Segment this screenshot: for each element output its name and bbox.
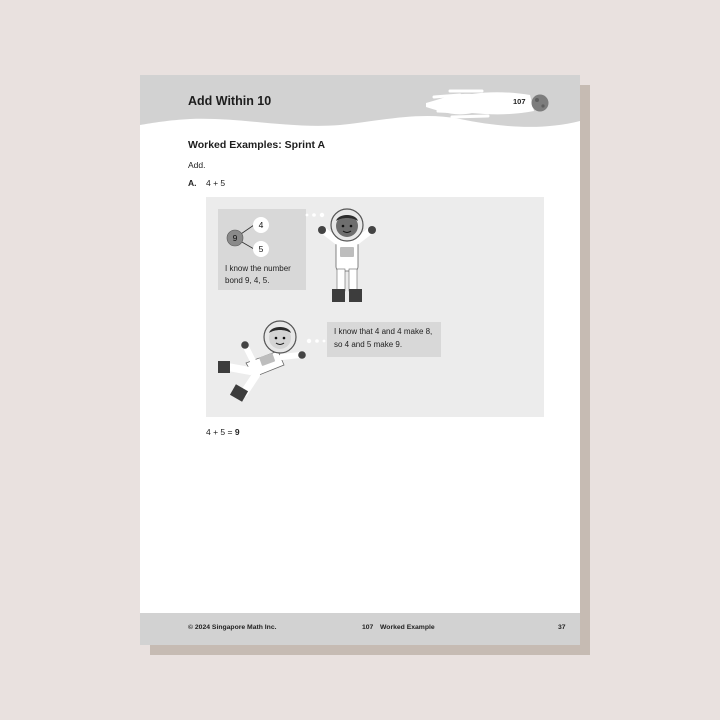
- bond-part-top: 4: [258, 220, 264, 230]
- number-bond-callout: [218, 209, 306, 290]
- page-footer: [140, 613, 580, 645]
- answer-prefix: 4 + 5 =: [206, 427, 233, 437]
- bond-part-bottom: 5: [258, 244, 264, 254]
- answer-line: [206, 427, 240, 437]
- bond-whole: 9: [232, 233, 238, 243]
- footer-page-number: 37: [558, 624, 566, 631]
- answer-value: 9: [234, 427, 240, 437]
- number-bond-caption: I know the number bond 9, 4, 5.: [225, 264, 291, 285]
- worksheet-page: [140, 75, 580, 645]
- astronaut-floating-icon: [216, 317, 316, 407]
- section-title: Worked Examples: Sprint A: [188, 139, 326, 151]
- number-bond-diagram: [218, 209, 306, 269]
- footer-label: Worked Example: [380, 624, 435, 631]
- speech-text: I know that 4 and 4 make 8, so 4 and 5 make 9.: [334, 327, 433, 349]
- worked-example-panel: [206, 197, 544, 417]
- speech-callout: [327, 322, 441, 357]
- problem-expression: 4 + 5: [206, 178, 226, 188]
- footer-copyright: © 2024 Singapore Math Inc.: [188, 624, 277, 631]
- comet-icon: [422, 81, 552, 125]
- astronaut-standing-icon: [310, 207, 382, 311]
- header-lesson-number: 107: [513, 97, 526, 106]
- page-title: Add Within 10: [188, 94, 272, 108]
- instruction-text: Add.: [188, 160, 206, 170]
- footer-lesson-number: 107: [362, 624, 374, 631]
- problem-letter: A.: [188, 178, 197, 188]
